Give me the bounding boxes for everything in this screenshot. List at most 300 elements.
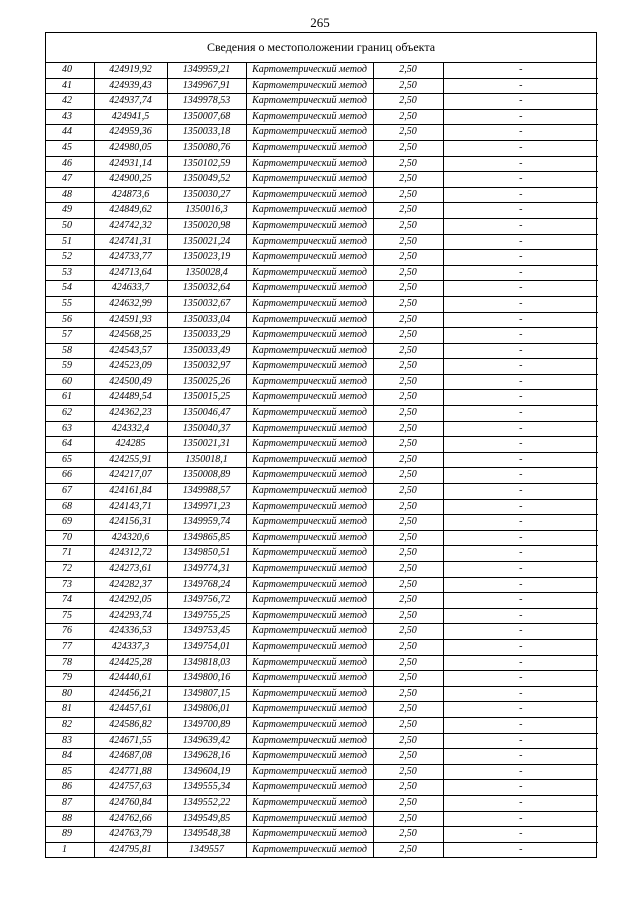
table-row <box>46 827 598 843</box>
x-coordinate-cell: 424293,74 <box>94 608 167 624</box>
y-coordinate-cell: 1349807,15 <box>167 686 246 702</box>
method-cell: Картометрический метод <box>246 499 373 515</box>
accuracy-cell: 2,50 <box>373 780 443 796</box>
description-cell: - <box>443 281 598 297</box>
point-number-cell: 50 <box>46 218 94 234</box>
point-number-cell: 72 <box>46 562 94 578</box>
point-number-cell: 58 <box>46 343 94 359</box>
point-number-cell: 65 <box>46 452 94 468</box>
method-cell: Картометрический метод <box>246 515 373 531</box>
y-coordinate-cell: 1350040,37 <box>167 421 246 437</box>
x-coordinate-cell: 424939,43 <box>94 78 167 94</box>
accuracy-cell: 2,50 <box>373 312 443 328</box>
accuracy-cell: 2,50 <box>373 281 443 297</box>
y-coordinate-cell: 1349850,51 <box>167 546 246 562</box>
point-number-cell: 81 <box>46 702 94 718</box>
y-coordinate-cell: 1350032,67 <box>167 296 246 312</box>
description-cell: - <box>443 328 598 344</box>
y-coordinate-cell: 1349552,22 <box>167 795 246 811</box>
table-row <box>46 343 598 359</box>
x-coordinate-cell: 424771,88 <box>94 764 167 780</box>
method-cell: Картометрический метод <box>246 328 373 344</box>
description-cell: - <box>443 265 598 281</box>
table-row <box>46 265 598 281</box>
x-coordinate-cell: 424713,64 <box>94 265 167 281</box>
accuracy-cell: 2,50 <box>373 156 443 172</box>
x-coordinate-cell: 424362,23 <box>94 406 167 422</box>
method-cell: Картометрический метод <box>246 749 373 765</box>
x-coordinate-cell: 424282,37 <box>94 577 167 593</box>
accuracy-cell: 2,50 <box>373 468 443 484</box>
accuracy-cell: 2,50 <box>373 764 443 780</box>
table-row <box>46 421 598 437</box>
method-cell: Картометрический метод <box>246 125 373 141</box>
x-coordinate-cell: 424741,31 <box>94 234 167 250</box>
table-row <box>46 749 598 765</box>
method-cell: Картометрический метод <box>246 265 373 281</box>
y-coordinate-cell: 1350015,25 <box>167 390 246 406</box>
accuracy-cell: 2,50 <box>373 717 443 733</box>
table-row <box>46 125 598 141</box>
point-number-cell: 41 <box>46 78 94 94</box>
x-coordinate-cell: 424931,14 <box>94 156 167 172</box>
point-number-cell: 52 <box>46 250 94 266</box>
accuracy-cell: 2,50 <box>373 499 443 515</box>
table-row <box>46 671 598 687</box>
description-cell: - <box>443 655 598 671</box>
method-cell: Картометрический метод <box>246 406 373 422</box>
description-cell: - <box>443 63 598 78</box>
x-coordinate-cell: 424733,77 <box>94 250 167 266</box>
y-coordinate-cell: 1349639,42 <box>167 733 246 749</box>
method-cell: Картометрический метод <box>246 452 373 468</box>
description-cell: - <box>443 452 598 468</box>
y-coordinate-cell: 1350025,26 <box>167 374 246 390</box>
point-number-cell: 80 <box>46 686 94 702</box>
description-cell: - <box>443 484 598 500</box>
point-number-cell: 76 <box>46 624 94 640</box>
table-row <box>46 406 598 422</box>
table-row <box>46 562 598 578</box>
coordinates-table-body <box>46 63 598 857</box>
y-coordinate-cell: 1349818,03 <box>167 655 246 671</box>
point-number-cell: 59 <box>46 359 94 375</box>
point-number-cell: 53 <box>46 265 94 281</box>
accuracy-cell: 2,50 <box>373 624 443 640</box>
description-cell: - <box>443 374 598 390</box>
table-row <box>46 250 598 266</box>
description-cell: - <box>443 234 598 250</box>
x-coordinate-cell: 424255,91 <box>94 452 167 468</box>
x-coordinate-cell: 424760,84 <box>94 795 167 811</box>
y-coordinate-cell: 1349959,74 <box>167 515 246 531</box>
point-number-cell: 68 <box>46 499 94 515</box>
description-cell: - <box>519 843 523 855</box>
accuracy-cell: 2,50 <box>373 234 443 250</box>
x-coordinate-cell: 424489,54 <box>94 390 167 406</box>
table-row <box>46 140 598 156</box>
method-cell: Картометрический метод <box>246 109 373 125</box>
table-row <box>46 94 598 110</box>
x-coordinate-cell: 424337,3 <box>94 639 167 655</box>
point-number-cell: 89 <box>46 827 94 843</box>
description-cell: - <box>443 562 598 578</box>
page-number: 265 <box>310 15 330 30</box>
method-cell: Картометрический метод <box>246 562 373 578</box>
accuracy-cell: 2,50 <box>373 328 443 344</box>
description-cell: - <box>443 639 598 655</box>
point-number-cell: 83 <box>46 733 94 749</box>
description-cell: - <box>443 78 598 94</box>
accuracy-cell: 2,50 <box>373 827 443 843</box>
x-coordinate-cell: 424456,21 <box>94 686 167 702</box>
table-row <box>46 577 598 593</box>
accuracy-cell: 2,50 <box>373 749 443 765</box>
table-row <box>46 374 598 390</box>
table-row <box>46 686 598 702</box>
point-number-cell: 78 <box>46 655 94 671</box>
method-cell: Картометрический метод <box>246 281 373 297</box>
x-coordinate-cell: 424312,72 <box>94 546 167 562</box>
point-number-cell: 56 <box>46 312 94 328</box>
method-cell: Картометрический метод <box>246 156 373 172</box>
point-number-cell: 71 <box>46 546 94 562</box>
table-row <box>46 530 598 546</box>
y-coordinate-cell: 1349806,01 <box>167 702 246 718</box>
x-coordinate-cell: 424156,31 <box>94 515 167 531</box>
x-coordinate-cell: 424919,92 <box>94 63 167 78</box>
description-cell: - <box>443 125 598 141</box>
y-coordinate-cell: 1349753,45 <box>167 624 246 640</box>
accuracy-cell: 2,50 <box>373 562 443 578</box>
accuracy-cell: 2,50 <box>373 608 443 624</box>
accuracy-cell: 2,50 <box>373 250 443 266</box>
accuracy-cell: 2,50 <box>373 671 443 687</box>
method-cell: Картометрический метод <box>246 733 373 749</box>
table-row <box>46 546 598 562</box>
point-number-cell: 64 <box>46 437 94 453</box>
point-number-cell: 77 <box>46 639 94 655</box>
point-number-cell: 79 <box>46 671 94 687</box>
point-number-cell: 44 <box>46 125 94 141</box>
table-row <box>46 764 598 780</box>
point-number-cell: 73 <box>46 577 94 593</box>
y-coordinate-cell: 1350030,27 <box>167 187 246 203</box>
method-cell: Картометрический метод <box>246 140 373 156</box>
point-number-cell: 48 <box>46 187 94 203</box>
description-cell: - <box>443 499 598 515</box>
x-coordinate-cell: 424795,81 <box>94 842 167 857</box>
x-coordinate-cell: 424161,84 <box>94 484 167 500</box>
x-coordinate-cell: 424336,53 <box>94 624 167 640</box>
y-coordinate-cell: 1349971,23 <box>167 499 246 515</box>
accuracy-cell: 2,50 <box>373 63 443 78</box>
description-cell: - <box>443 811 598 827</box>
method-cell: Картометрический метод <box>246 203 373 219</box>
y-coordinate-cell: 1350049,52 <box>167 172 246 188</box>
x-coordinate-cell: 424320,6 <box>94 530 167 546</box>
description-cell: - <box>443 172 598 188</box>
y-coordinate-cell: 1350032,97 <box>167 359 246 375</box>
y-coordinate-cell: 1350021,24 <box>167 234 246 250</box>
method-cell: Картометрический метод <box>246 218 373 234</box>
accuracy-cell: 2,50 <box>373 593 443 609</box>
description-cell: - <box>443 296 598 312</box>
x-coordinate-cell: 424671,55 <box>94 733 167 749</box>
x-coordinate-cell: 424591,93 <box>94 312 167 328</box>
description-cell: - <box>443 187 598 203</box>
table-row <box>46 203 598 219</box>
y-coordinate-cell: 1349700,89 <box>167 717 246 733</box>
x-coordinate-cell: 424217,07 <box>94 468 167 484</box>
table-row <box>46 717 598 733</box>
method-cell: Картометрический метод <box>246 421 373 437</box>
accuracy-cell: 2,50 <box>373 296 443 312</box>
point-number-cell: 86 <box>46 780 94 796</box>
description-cell: - <box>443 343 598 359</box>
description-cell: - <box>443 406 598 422</box>
method-cell: Картометрический метод <box>246 593 373 609</box>
table-row <box>46 468 598 484</box>
description-cell: - <box>443 686 598 702</box>
y-coordinate-cell: 1349967,91 <box>167 78 246 94</box>
method-cell: Картометрический метод <box>246 374 373 390</box>
y-coordinate-cell: 1349604,19 <box>167 764 246 780</box>
point-number-cell: 61 <box>46 390 94 406</box>
description-cell: - <box>443 671 598 687</box>
x-coordinate-cell: 424440,61 <box>94 671 167 687</box>
x-coordinate-cell: 424633,7 <box>94 281 167 297</box>
method-cell: Картометрический метод <box>246 671 373 687</box>
accuracy-cell: 2,50 <box>373 655 443 671</box>
table-row <box>46 655 598 671</box>
accuracy-cell: 2,50 <box>373 218 443 234</box>
point-number-cell: 63 <box>46 421 94 437</box>
method-cell: Картометрический метод <box>246 94 373 110</box>
method-cell: Картометрический метод <box>246 686 373 702</box>
table-row <box>46 780 598 796</box>
accuracy-cell: 2,50 <box>373 406 443 422</box>
method-cell: Картометрический метод <box>246 78 373 94</box>
method-cell: Картометрический метод <box>246 764 373 780</box>
accuracy-cell: 2,50 <box>373 265 443 281</box>
method-cell: Картометрический метод <box>246 468 373 484</box>
description-cell: - <box>443 546 598 562</box>
table-row <box>46 499 598 515</box>
point-number-cell: 60 <box>46 374 94 390</box>
accuracy-cell: 2,50 <box>373 452 443 468</box>
table-row <box>46 795 598 811</box>
description-cell: - <box>443 390 598 406</box>
y-coordinate-cell: 1349756,72 <box>167 593 246 609</box>
point-number-cell: 88 <box>46 811 94 827</box>
y-coordinate-cell: 1350008,89 <box>167 468 246 484</box>
method-cell: Картометрический метод <box>246 296 373 312</box>
y-coordinate-cell: 1349628,16 <box>167 749 246 765</box>
description-cell: - <box>443 437 598 453</box>
x-coordinate-cell: 424937,74 <box>94 94 167 110</box>
table-row <box>46 187 598 203</box>
method-cell: Картометрический метод <box>246 655 373 671</box>
table-row <box>46 281 598 297</box>
point-number-cell: 40 <box>46 63 94 78</box>
y-coordinate-cell: 1350033,29 <box>167 328 246 344</box>
description-cell: - <box>443 359 598 375</box>
y-coordinate-cell: 1350016,3 <box>167 203 246 219</box>
x-coordinate-cell: 424873,6 <box>94 187 167 203</box>
description-cell: - <box>443 140 598 156</box>
method-cell: Картометрический метод <box>246 842 373 857</box>
method-cell: Картометрический метод <box>246 795 373 811</box>
description-cell: - <box>443 780 598 796</box>
point-number-cell: 43 <box>46 109 94 125</box>
accuracy-cell: 2,50 <box>373 421 443 437</box>
x-coordinate-cell: 424292,05 <box>94 593 167 609</box>
point-number-cell: 69 <box>46 515 94 531</box>
description-cell: - <box>443 312 598 328</box>
accuracy-cell: 2,50 <box>373 733 443 749</box>
y-coordinate-cell: 1350020,98 <box>167 218 246 234</box>
accuracy-cell: 2,50 <box>373 686 443 702</box>
accuracy-cell: 2,50 <box>373 484 443 500</box>
x-coordinate-cell: 424523,09 <box>94 359 167 375</box>
description-cell: - <box>443 203 598 219</box>
description-cell: - <box>443 250 598 266</box>
accuracy-cell: 2,50 <box>373 842 443 857</box>
y-coordinate-cell: 1349768,24 <box>167 577 246 593</box>
y-coordinate-cell: 1349754,01 <box>167 639 246 655</box>
description-cell: - <box>443 530 598 546</box>
coordinates-table <box>46 63 598 857</box>
y-coordinate-cell: 1350046,47 <box>167 406 246 422</box>
method-cell: Картометрический метод <box>246 577 373 593</box>
accuracy-cell: 2,50 <box>373 78 443 94</box>
method-cell: Картометрический метод <box>246 390 373 406</box>
y-coordinate-cell: 1349549,85 <box>167 811 246 827</box>
y-coordinate-cell: 1350023,19 <box>167 250 246 266</box>
x-coordinate-cell: 424500,49 <box>94 374 167 390</box>
y-coordinate-cell: 1350080,76 <box>167 140 246 156</box>
table-row <box>46 156 598 172</box>
accuracy-cell: 2,50 <box>373 94 443 110</box>
accuracy-cell: 2,50 <box>373 515 443 531</box>
point-number-cell: 45 <box>46 140 94 156</box>
description-cell: - <box>443 749 598 765</box>
x-coordinate-cell: 424742,32 <box>94 218 167 234</box>
boundary-table-sheet <box>45 32 597 858</box>
description-cell: - <box>443 702 598 718</box>
y-coordinate-cell: 1350032,64 <box>167 281 246 297</box>
x-coordinate-cell: 424586,82 <box>94 717 167 733</box>
description-cell: - <box>443 218 598 234</box>
x-coordinate-cell: 424332,4 <box>94 421 167 437</box>
point-number-cell: 75 <box>46 608 94 624</box>
y-coordinate-cell: 1350102,59 <box>167 156 246 172</box>
table-row <box>46 811 598 827</box>
accuracy-cell: 2,50 <box>373 530 443 546</box>
accuracy-cell: 2,50 <box>373 577 443 593</box>
y-coordinate-cell: 1349774,31 <box>167 562 246 578</box>
accuracy-cell: 2,50 <box>373 811 443 827</box>
point-number-cell: 54 <box>46 281 94 297</box>
y-coordinate-cell: 1349557 <box>167 842 246 857</box>
description-cell: - <box>443 156 598 172</box>
x-coordinate-cell: 424687,08 <box>94 749 167 765</box>
method-cell: Картометрический метод <box>246 484 373 500</box>
table-row <box>46 624 598 640</box>
table-row <box>46 484 598 500</box>
point-number-cell: 67 <box>46 484 94 500</box>
description-cell: - <box>443 94 598 110</box>
accuracy-cell: 2,50 <box>373 702 443 718</box>
accuracy-cell: 2,50 <box>373 374 443 390</box>
table-row <box>46 312 598 328</box>
accuracy-cell: 2,50 <box>373 639 443 655</box>
accuracy-cell: 2,50 <box>373 172 443 188</box>
point-number-cell: 74 <box>46 593 94 609</box>
method-cell: Картометрический метод <box>246 811 373 827</box>
accuracy-cell: 2,50 <box>373 140 443 156</box>
y-coordinate-cell: 1350021,31 <box>167 437 246 453</box>
x-coordinate-cell: 424543,57 <box>94 343 167 359</box>
point-number-cell: 49 <box>46 203 94 219</box>
x-coordinate-cell: 424425,28 <box>94 655 167 671</box>
table-row <box>46 109 598 125</box>
table-row <box>46 593 598 609</box>
description-cell: - <box>443 795 598 811</box>
method-cell: Картометрический метод <box>246 437 373 453</box>
method-cell: Картометрический метод <box>246 546 373 562</box>
method-cell: Картометрический метод <box>246 312 373 328</box>
point-number-cell: 84 <box>46 749 94 765</box>
x-coordinate-cell: 424941,5 <box>94 109 167 125</box>
table-row <box>46 608 598 624</box>
method-cell: Картометрический метод <box>246 608 373 624</box>
point-number-cell: 62 <box>46 406 94 422</box>
point-number-cell: 46 <box>46 156 94 172</box>
accuracy-cell: 2,50 <box>373 390 443 406</box>
x-coordinate-cell: 424757,63 <box>94 780 167 796</box>
y-coordinate-cell: 1349978,53 <box>167 94 246 110</box>
y-coordinate-cell: 1350028,4 <box>167 265 246 281</box>
accuracy-cell: 2,50 <box>373 125 443 141</box>
y-coordinate-cell: 1350033,04 <box>167 312 246 328</box>
x-coordinate-cell: 424457,61 <box>94 702 167 718</box>
y-coordinate-cell: 1349988,57 <box>167 484 246 500</box>
description-cell: - <box>443 515 598 531</box>
table-row <box>46 702 598 718</box>
description-cell: - <box>443 593 598 609</box>
method-cell: Картометрический метод <box>246 530 373 546</box>
method-cell: Картометрический метод <box>246 639 373 655</box>
method-cell: Картометрический метод <box>246 702 373 718</box>
y-coordinate-cell: 1349548,38 <box>167 827 246 843</box>
x-coordinate-cell: 424568,25 <box>94 328 167 344</box>
point-number-cell: 70 <box>46 530 94 546</box>
y-coordinate-cell: 1349555,34 <box>167 780 246 796</box>
description-cell: - <box>443 109 598 125</box>
table-row <box>46 172 598 188</box>
point-number-cell: 42 <box>46 94 94 110</box>
point-number-cell: 87 <box>46 795 94 811</box>
accuracy-cell: 2,50 <box>373 795 443 811</box>
x-coordinate-cell: 424632,99 <box>94 296 167 312</box>
accuracy-cell: 2,50 <box>373 203 443 219</box>
table-row <box>46 296 598 312</box>
description-cell: - <box>443 421 598 437</box>
x-coordinate-cell: 424849,62 <box>94 203 167 219</box>
method-cell: Картометрический метод <box>246 250 373 266</box>
